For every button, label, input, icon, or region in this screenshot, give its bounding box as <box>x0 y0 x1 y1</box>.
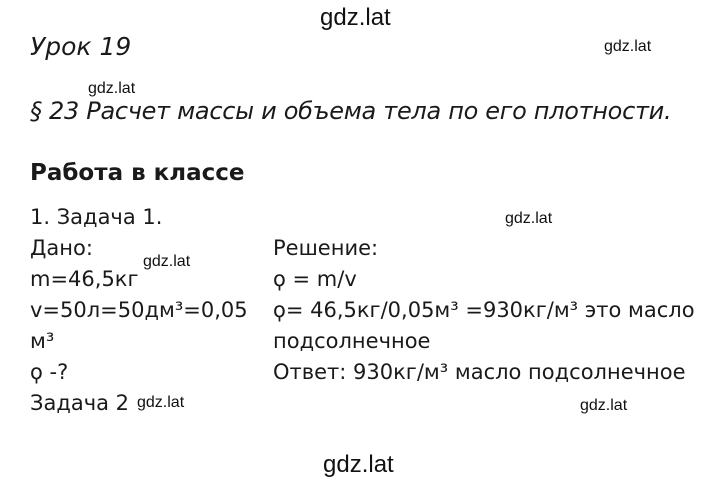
task2-title: Задача 2 <box>30 391 130 415</box>
given-volume-unit: м³ <box>30 329 55 353</box>
watermark-bottom-right: gdz.lat <box>580 397 628 414</box>
lesson-title: Урок 19 <box>30 32 132 61</box>
given-mass: m=46,5кг <box>30 267 139 291</box>
task1-title: 1. Задача 1. <box>30 205 163 229</box>
given-density-unknown: ϙ -? <box>30 360 69 384</box>
given-volume: v=50л=50дм³=0,05 <box>30 298 248 322</box>
solution-calculation-cont: подсолнечное <box>273 329 431 353</box>
watermark-top-center: gdz.lat <box>320 4 391 31</box>
given-label: Дано: <box>30 236 93 260</box>
watermark-mid-right: gdz.lat <box>505 210 553 227</box>
solution-formula: ϙ = m/v <box>273 267 357 291</box>
solution-calculation: ϙ= 46,5кг/0,05м³ =930кг/м³ это масло <box>273 298 695 322</box>
watermark-bottom-center: gdz.lat <box>323 451 394 478</box>
solution-label: Решение: <box>273 236 379 260</box>
watermark-left-given: gdz.lat <box>143 253 191 270</box>
section-title: § 23 Расчет массы и объема тела по его плотности. <box>30 97 672 125</box>
solution-answer: Ответ: 930кг/м³ масло подсолнечное <box>273 360 686 384</box>
watermark-bottom-left: gdz.lat <box>137 394 185 411</box>
solution-block <box>273 233 695 388</box>
given-block <box>30 233 248 419</box>
watermark-top-right: gdz.lat <box>604 38 652 55</box>
section-heading: Работа в классе <box>30 160 245 186</box>
watermark-left-section: gdz.lat <box>88 80 136 97</box>
